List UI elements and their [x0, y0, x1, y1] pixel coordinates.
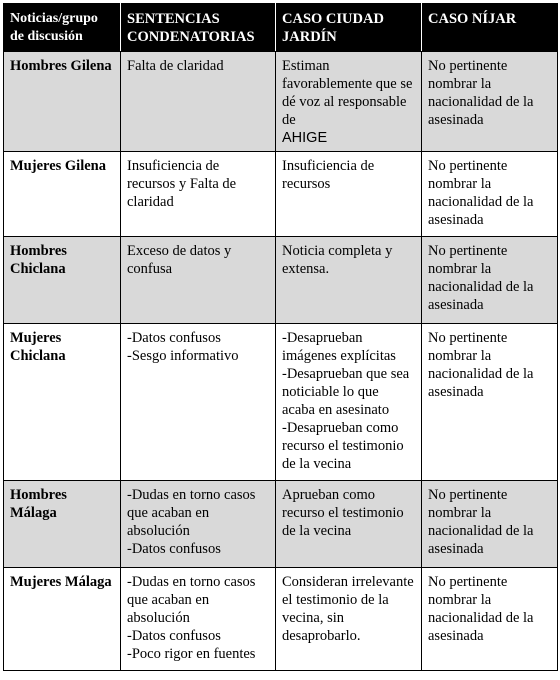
cell-line: No pertinente nombrar la nacionalidad de la asesinada	[428, 330, 534, 400]
nijar-cell	[422, 152, 558, 237]
sentencias-cell	[121, 324, 276, 481]
sentencias-cell	[121, 52, 276, 152]
table-row	[4, 568, 558, 671]
ciudad-jardin-cell	[276, 481, 422, 568]
table-row	[4, 324, 558, 481]
cell-line: -Datos confusos	[127, 541, 221, 557]
cell-line: -Dudas en torno casos que acaban en absolución	[127, 487, 256, 539]
header-ciudad-jardin: CASO CIUDAD JARDÍN	[276, 4, 422, 52]
group-cell: Mujeres Chiclana	[4, 324, 121, 481]
table-row	[4, 152, 558, 237]
ciudad-jardin-cell	[276, 52, 422, 152]
cell-line: -Dudas en torno casos que acaban en absolución	[127, 574, 256, 626]
table-row	[4, 481, 558, 568]
sentencias-cell	[121, 568, 276, 671]
cell-line: Insuficiencia de recursos y Falta de claridad	[127, 158, 237, 210]
ciudad-jardin-cell	[276, 324, 422, 481]
table-row	[4, 237, 558, 324]
group-cell: Mujeres Málaga	[4, 568, 121, 671]
cell-line: -Desaprueban imágenes explícitas	[282, 330, 396, 364]
nijar-cell	[422, 237, 558, 324]
nijar-cell	[422, 52, 558, 152]
sentencias-cell	[121, 152, 276, 237]
cell-line: -Datos confusos	[127, 330, 221, 346]
header-nijar: CASO NÍJAR	[422, 4, 558, 52]
cell-line: No pertinente nombrar la nacionalidad de la asesinada	[428, 487, 534, 557]
cell-line: No pertinente nombrar la nacionalidad de la asesinada	[428, 58, 534, 128]
cell-line: -Desaprueban que sea noticiable lo que acaba en asesinato	[282, 366, 410, 418]
cell-line: Noticia completa y extensa.	[282, 243, 393, 277]
nijar-cell	[422, 568, 558, 671]
cell-line: Falta de claridad	[127, 58, 224, 74]
cell-line: Consideran irrelevante el testimonio de la vecina, sin desaprobarlo.	[282, 574, 414, 644]
group-cell: Hombres Málaga	[4, 481, 121, 568]
header-sentencias: SENTENCIAS CONDENATORIAS	[121, 4, 276, 52]
comparison-table	[3, 3, 558, 671]
group-cell: Hombres Chiclana	[4, 237, 121, 324]
header-group: Noticias/grupo de discusión	[4, 4, 121, 52]
nijar-cell	[422, 324, 558, 481]
cell-line: -Desaprueban como recurso el testimonio de la vecina	[282, 420, 404, 472]
sentencias-cell	[121, 237, 276, 324]
cell-line: No pertinente nombrar la nacionalidad de la asesinada	[428, 574, 534, 644]
cell-line: Aprueban como recurso el testimonio de la vecina	[282, 487, 404, 539]
cell-line: Estiman favorablemente que se dé voz al responsable de	[282, 58, 413, 128]
cell-line: -Sesgo informativo	[127, 348, 239, 364]
cell-line: No pertinente nombrar la nacionalidad de la asesinada	[428, 243, 534, 313]
cell-line: Insuficiencia de recursos	[282, 158, 375, 192]
cell-line: Exceso de datos y confusa	[127, 243, 232, 277]
ciudad-jardin-cell	[276, 568, 422, 671]
group-cell: Hombres Gilena	[4, 52, 121, 152]
nijar-cell	[422, 481, 558, 568]
ciudad-jardin-cell	[276, 237, 422, 324]
cell-line: No pertinente nombrar la nacionalidad de la asesinada	[428, 158, 534, 228]
ciudad-jardin-cell	[276, 152, 422, 237]
group-cell: Mujeres Gilena	[4, 152, 121, 237]
cell-line: -Poco rigor en fuentes	[127, 646, 256, 662]
cell-line: AHIGE	[282, 130, 328, 146]
cell-line: -Datos confusos	[127, 628, 221, 644]
sentencias-cell	[121, 481, 276, 568]
header-row	[4, 4, 558, 52]
table-row	[4, 52, 558, 152]
